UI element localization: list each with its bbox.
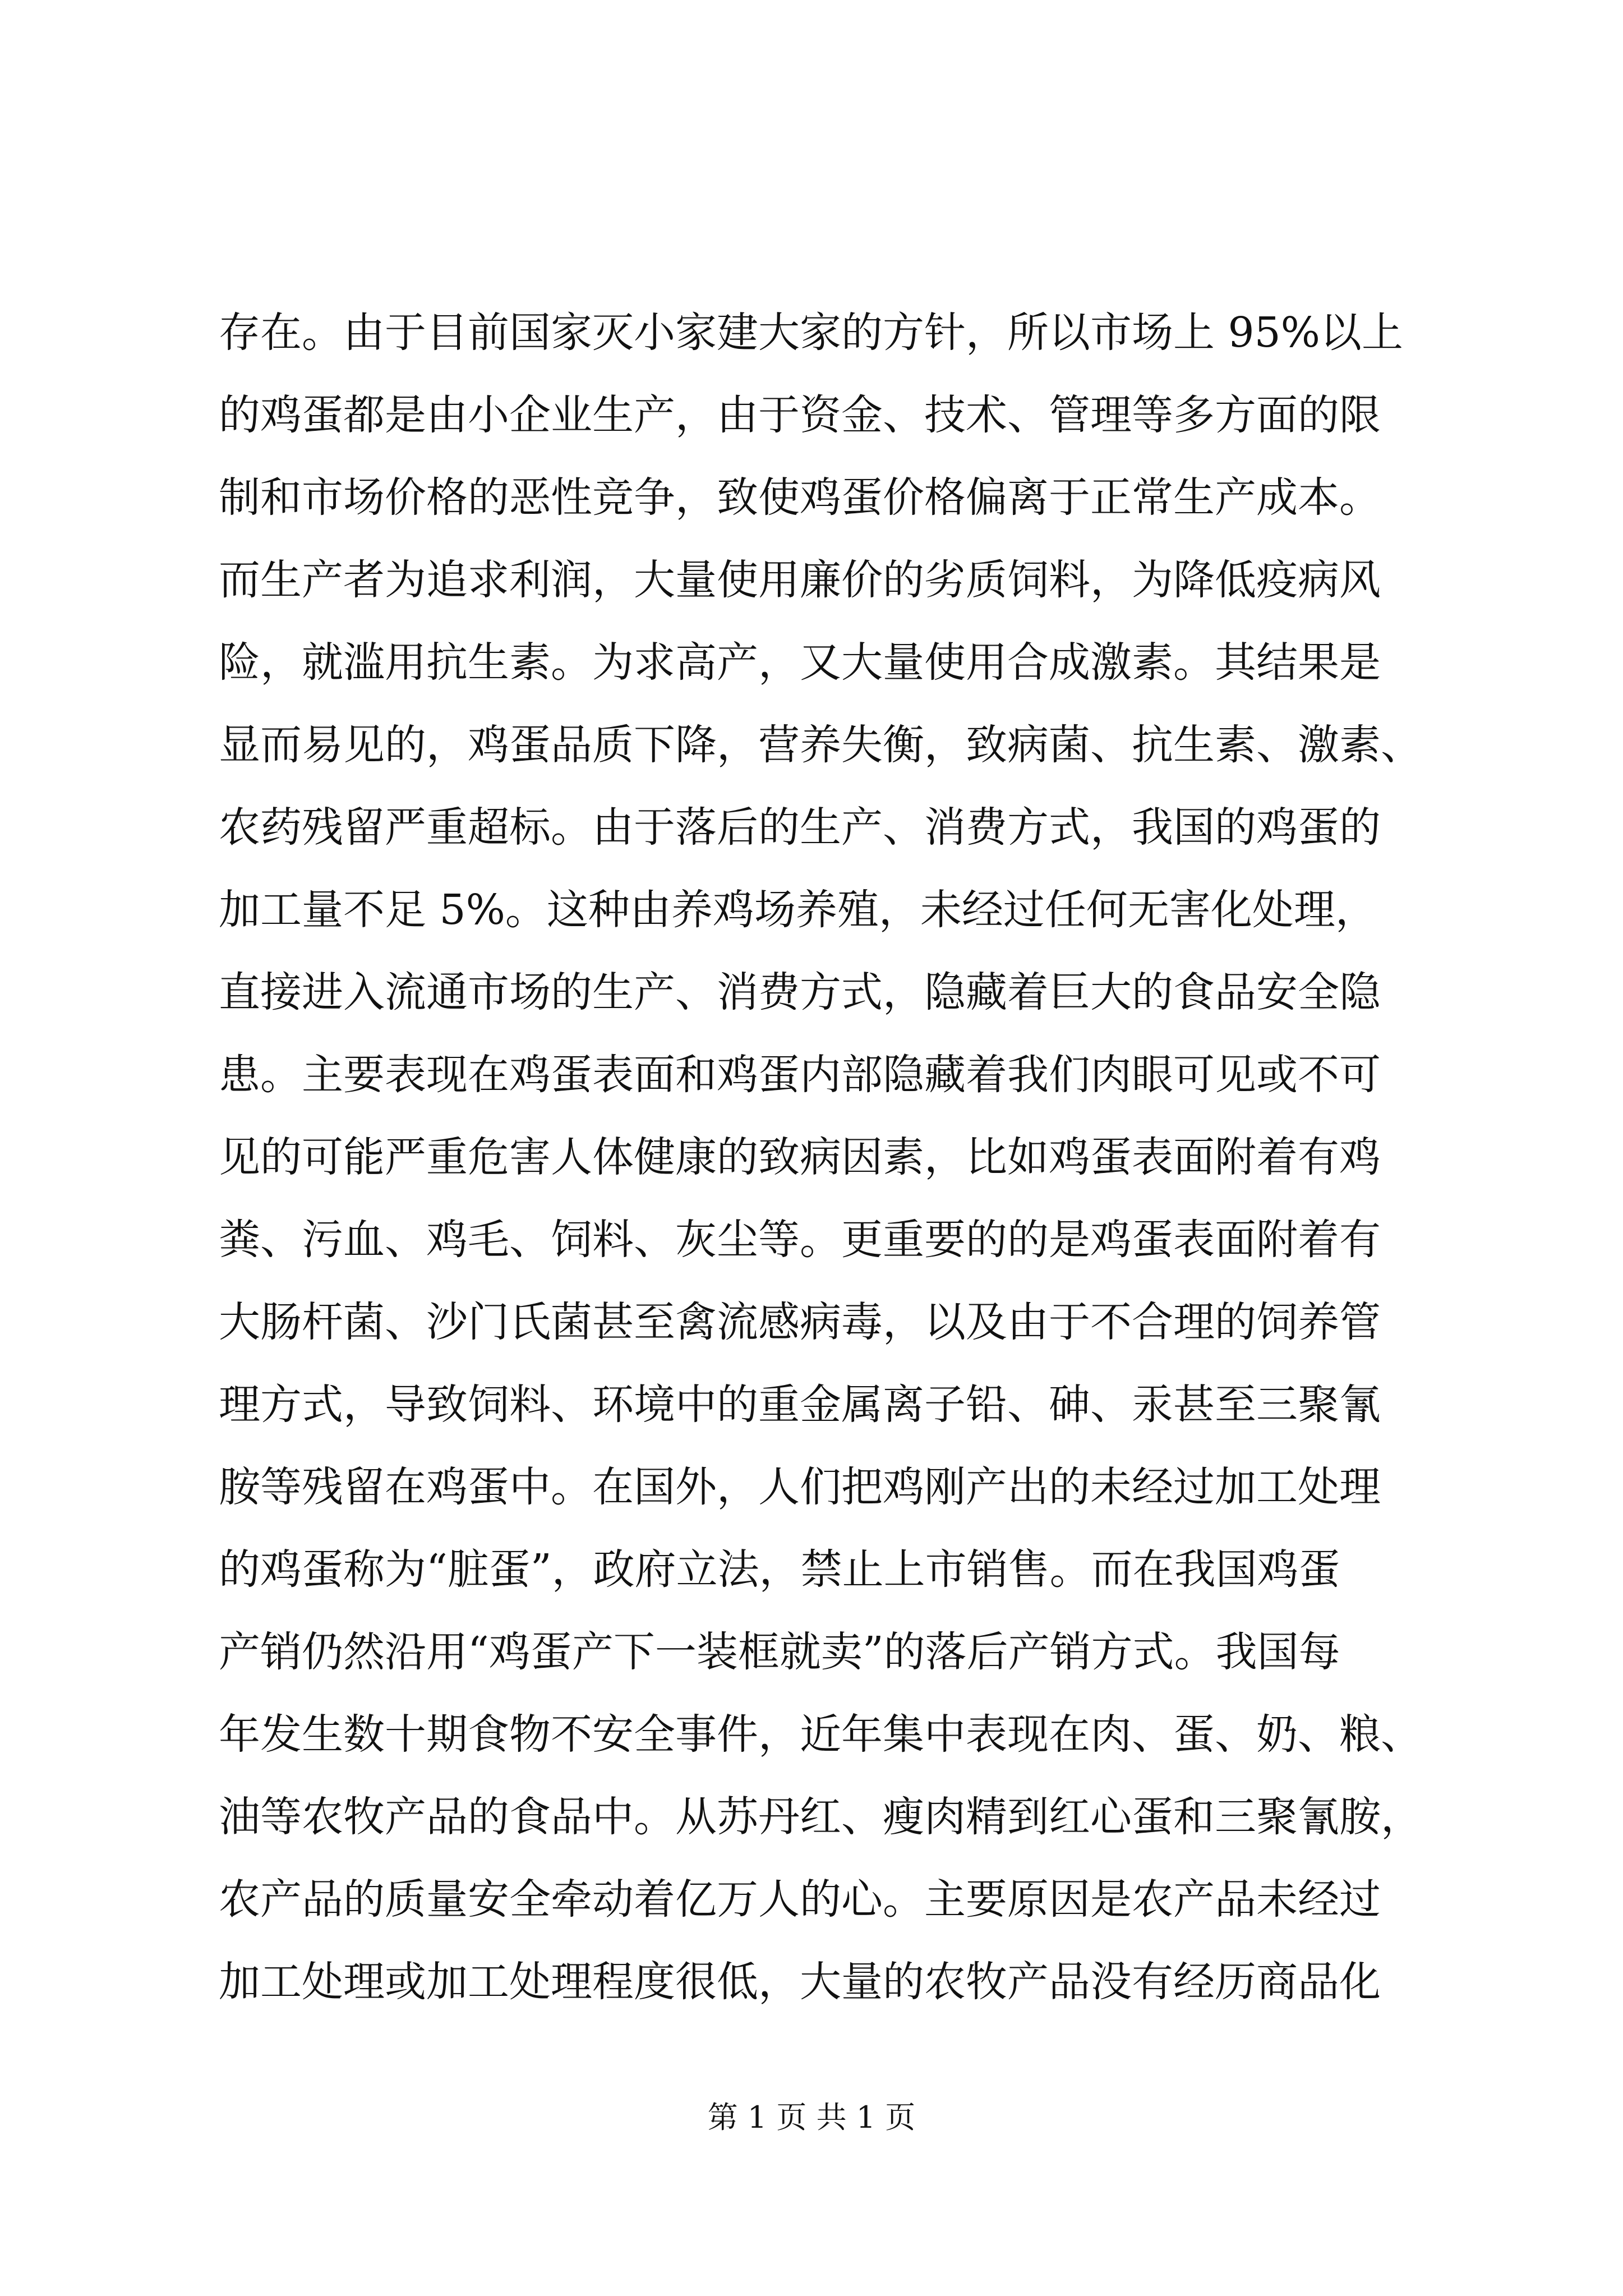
text-line: 患。主要表现在鸡蛋表面和鸡蛋内部隐藏着我们肉眼可见或不可: [219, 1051, 1381, 1099]
text-line: 农药残留严重超标。由于落后的生产、消费方式，我国的鸡蛋的: [219, 803, 1381, 852]
text-line: 胺等残留在鸡蛋中。在国外，人们把鸡刚产出的未经过加工处理: [219, 1463, 1381, 1511]
text-line: 见的可能严重危害人体健康的致病因素，比如鸡蛋表面附着有鸡: [219, 1133, 1381, 1181]
text-line: 粪、污血、鸡毛、饲料、灰尘等。更重要的的是鸡蛋表面附着有: [219, 1216, 1381, 1264]
text-line: 存在。由于目前国家灭小家建大家的方针，所以市场上 95%以上: [219, 309, 1403, 357]
text-line: 理方式，导致饲料、环境中的重金属离子铅、砷、汞甚至三聚氰: [219, 1381, 1381, 1429]
text-line: 产销仍然沿用“鸡蛋产下一装框就卖”的落后产销方式。我国每: [219, 1628, 1340, 1676]
page-number-label: 第 1 页 共 1 页: [707, 2100, 916, 2135]
text-line: 而生产者为追求利润，大量使用廉价的劣质饲料，为降低疫病风: [219, 556, 1381, 604]
text-line: 加工处理或加工处理程度很低，大量的农牧产品没有经历商品化: [219, 1958, 1381, 2006]
text-line: 的鸡蛋都是由小企业生产，由于资金、技术、管理等多方面的限: [219, 391, 1381, 439]
text-line: 制和市场价格的恶性竞争，致使鸡蛋价格偏离于正常生产成本。: [219, 473, 1381, 522]
text-line: 直接进入流通市场的生产、消费方式，隐藏着巨大的食品安全隐: [219, 968, 1381, 1016]
text-line: 年发生数十期食物不安全事件，近年集中表现在肉、蛋、奶、粮、: [219, 1710, 1422, 1759]
text-line: 险，就滥用抗生素。为求高产，又大量使用合成激素。其结果是: [219, 638, 1381, 687]
text-line: 显而易见的，鸡蛋品质下降，营养失衡，致病菌、抗生素、激素、: [219, 721, 1422, 769]
text-line: 加工量不足 5%。这种由养鸡场养殖，未经过任何无害化处理，: [219, 886, 1377, 934]
text-line: 油等农牧产品的食品中。从苏丹红、瘦肉精到红心蛋和三聚氰胺，: [219, 1793, 1422, 1841]
page-footer: [0, 2098, 1623, 2137]
text-line: 农产品的质量安全牵动着亿万人的心。主要原因是农产品未经过: [219, 1875, 1381, 1924]
text-line: 的鸡蛋称为“脏蛋”，政府立法，禁止上市销售。而在我国鸡蛋: [219, 1545, 1340, 1594]
body-text: [219, 292, 1422, 2023]
text-line: 大肠杆菌、沙门氏菌甚至禽流感病毒，以及由于不合理的饲养管: [219, 1298, 1381, 1346]
